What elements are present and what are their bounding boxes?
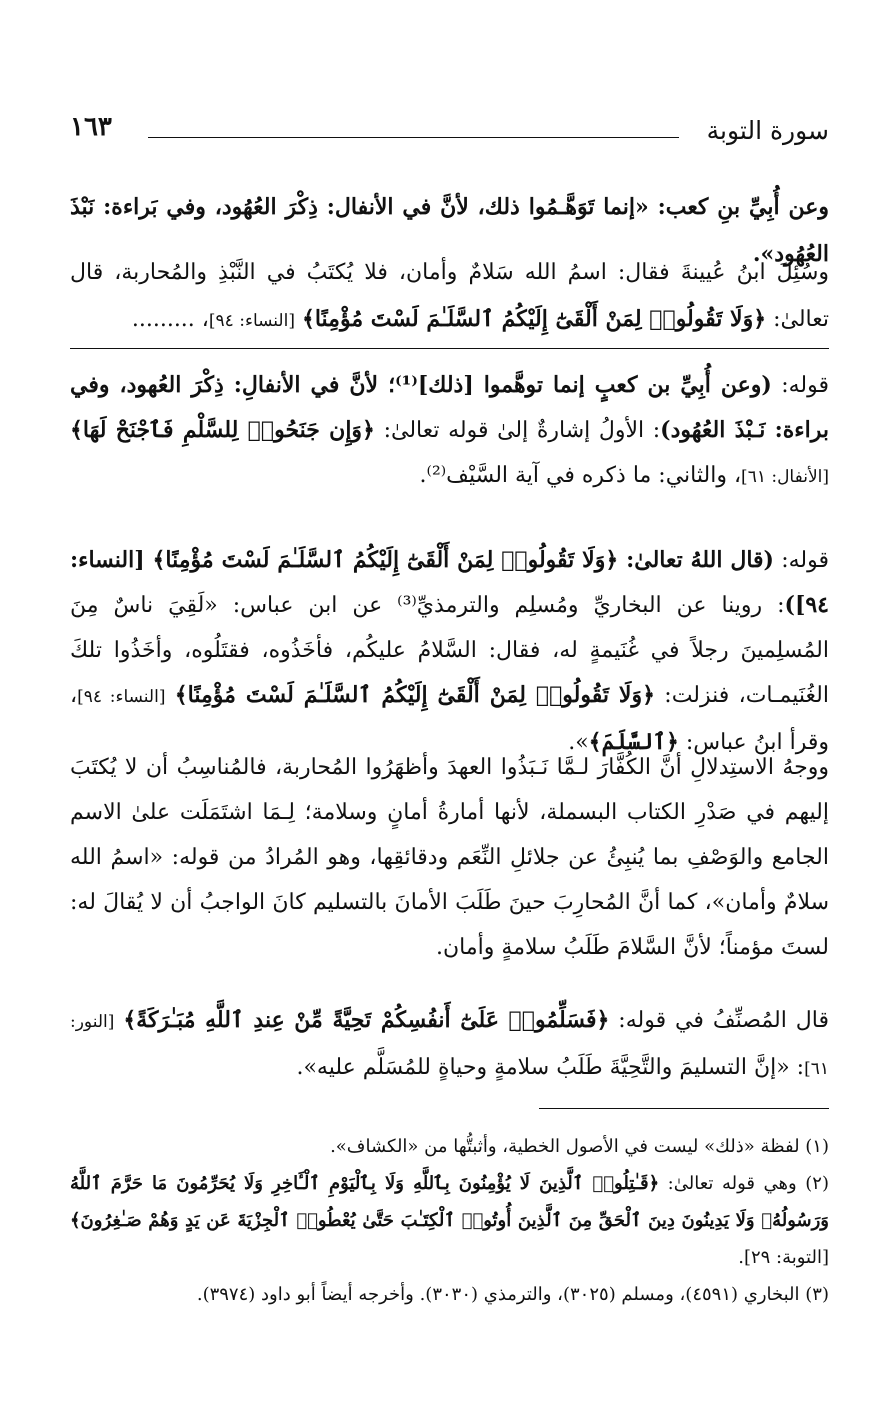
c1-t1: قوله: (771, 373, 829, 398)
c4-ref: [النور: ٦١] (70, 1012, 829, 1079)
c1-ref: [الأنفال: ٦١] (741, 467, 829, 487)
c2-t4: ، وقرأ ابنُ عباس: (70, 683, 829, 755)
c4-t1: قال المُصنِّفُ في قوله: (609, 1008, 829, 1033)
c4-verse: ﴿فَسَلِّمُوا۟ عَلَىٰٓ أَنفُسِكُمْ تَحِيَّةً مِّنْ عِندِ ٱللَّهِ مُبَـٰرَكَةً﴾ (123, 1007, 610, 1033)
c4-t2: : «إنَّ التسليمَ والتَّحِيَّةَ طَلَبُ سلامةٍ وحياةٍ للمُسَلَّم عليه». (296, 1055, 805, 1080)
footnote-1: (١) لفظة «ذلك» ليست في الأصول الخطية، وأثبتُّها من «الكشاف». (330, 1136, 829, 1157)
matn-2-tail: ، ......... (131, 307, 209, 332)
fn2-lead: (٢) وهي قوله تعالىٰ: (659, 1173, 829, 1194)
matn-1-name: أُبِيِّ بنِ كعب (665, 194, 780, 220)
commentary-paragraph-2 (70, 538, 829, 765)
c1-t2: (وعن أُبِيِّ بن كعبٍ إنما توهَّموا [ذلك]⁽¹⁾؛ لأنَّ في الأنفالِ: ذِكْرَ العُهود، وفي براءة: نَـبْذَ العُهُود) (70, 372, 829, 443)
commentary-paragraph-1 (70, 363, 829, 500)
fn2-ref: [التوبة: ٢٩]. (738, 1247, 829, 1268)
matn-2-verse: ﴿وَلَا تَقُولُوا۟ لِمَنْ أَلْقَىٰٓ إِلَيْكُمُ ٱلسَّلَـٰمَ لَسْتَ مُؤْمِنًا﴾ (301, 306, 767, 332)
page-number: ١٦٣ (70, 112, 112, 142)
header-rule (148, 137, 679, 138)
running-header (70, 110, 829, 150)
page (70, 0, 829, 1408)
c2-t1: قوله: (773, 548, 829, 573)
c2-verse2: ﴿ٱلسَّلَمَ﴾ (588, 729, 679, 755)
c2-t5: ». (568, 730, 589, 755)
footnote-2 (70, 1165, 829, 1276)
matn-1-quote: : «إنما تَوَهَّـمُوا ذلك، لأنَّ في الأنفال: ذِكْرَ العُهُود، وفي بَراءة: نَبْذَ العُهُود». (70, 194, 829, 267)
footnotes (70, 1128, 829, 1313)
c1-t4: ، والثاني: ما ذكره في آية السَّيْف⁽²⁾. (419, 463, 742, 488)
commentary-paragraph-4 (70, 998, 829, 1092)
c2-t3: : روينا عن البخاريِّ ومُسلِم والترمذيِّ⁽³⁾ عن ابن عباس: «لَقِيَ ناسٌ مِنَ المُسلِمينَ رجلاً في غُنَيمةٍ له، فقال: السَّلامُ عليكُم، فأخَذُوه، فقتَلُوه، وأخَذُوا تلكَ الغُنَيمـات، فنزلت: (70, 593, 829, 708)
c3-text: ووجهُ الاستِدلالِ أنَّ الكُفَّارَ لـمَّا نَـبَذُوا العهدَ وأظهَرُوا المُحاربة، فالمُناسِبُ أن لا يُكتَبَ إليهم في صَدْرِ الكتاب البسملة، لأنها أمارةُ أمانٍ وسلامة؛ لِـمَا اشتَمَلَت علىٰ الاسم الجامع والوَصْفِ بما يُنبِئُ عن جلائلِ النِّعَم ودقائقِها، وهو المُرادُ من قوله: «اسمُ الله سلامٌ وأمان»، كما أنَّ المُحارِبَ حينَ طَلَبَ الأمانَ بالتسليم كانَ الواجبُ أن لا يُقالَ له: لستَ مؤمناً؛ لأنَّ السَّلامَ طَلَبُ سلامةٍ وأمان. (70, 755, 829, 960)
matn-separator (70, 348, 829, 349)
sura-title: سورة التوبة (706, 116, 829, 145)
c2-ref: [النساء: ٩٤] (77, 687, 166, 707)
footnote-3: (٣) البخاري (٤٥٩١)، ومسلم (٣٠٢٥)، والترمذي (٣٠٣٠). وأخرجه أيضاً أبو داود (٣٩٧٤). (196, 1284, 829, 1305)
c1-verse: ﴿وَإِن جَنَحُوا۟ لِلسَّلْمِ فَٱجْنَحْ لَهَا﴾ (70, 417, 375, 443)
matn-2-ref: [النساء: ٩٤] (208, 311, 295, 331)
c1-t3: : الأولُ إشارةٌ إلىٰ قوله تعالىٰ: (374, 418, 661, 443)
c2-t2: (قال اللهُ تعالىٰ: ﴿وَلَا تَقُولُوا۟ لِمَنْ أَلْقَىٰٓ إِلَيْكُمُ ٱلسَّلَـٰمَ لَسْتَ مُؤْمِنًا﴾ [النساء: ٩٤]) (70, 547, 829, 618)
commentary-paragraph-3 (70, 745, 829, 970)
matn-1-lead: وعن (779, 194, 829, 220)
footnote-rule (539, 1108, 829, 1109)
fn2-verse: ﴿قَـٰتِلُوا۟ ٱلَّذِينَ لَا يُؤْمِنُونَ بِٱللَّهِ وَلَا بِٱلْيَوْمِ ٱلْـَٔاخِرِ وَلَا يُحَرِّمُونَ مَا حَرَّمَ ٱللَّهُ وَرَسُولُهُۥ وَلَا يَدِينُونَ دِينَ ٱلْحَقِّ مِنَ ٱلَّذِينَ أُوتُوا۟ ٱلْكِتَـٰبَ حَتَّىٰ يُعْطُوا۟ ٱلْجِزْيَةَ عَن يَدٍ وَهُمْ صَـٰغِرُونَ﴾ (70, 1173, 829, 1231)
c2-verse: ﴿وَلَا تَقُولُوا۟ لِمَنْ أَلْقَىٰٓ إِلَيْكُمُ ٱلسَّلَـٰمَ لَسْتَ مُؤْمِنًا﴾ (174, 682, 655, 708)
matn-2-text: وسُئِلَ ابنُ عُيينةَ فقال: اسمُ الله سَلامٌ وأمان، فلا يُكتَبُ في النَّبْذِ والمُحاربة، قال تعالىٰ: (70, 260, 829, 332)
matn-paragraph-2 (70, 250, 829, 344)
